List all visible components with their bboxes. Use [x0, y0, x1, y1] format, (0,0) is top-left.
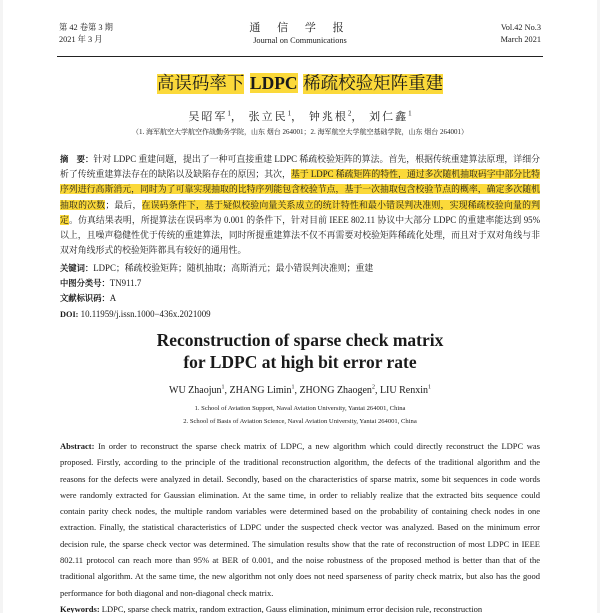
- english-abstract: [60, 438, 540, 613]
- chinese-title: [3, 72, 597, 95]
- keywords-en: Keywords: LDPC, sparse check matrix, random extraction, Gauss elimination, minimum error decision rule, reconstruction: [60, 603, 483, 613]
- abstract-label-cn: 摘 要：: [60, 154, 94, 164]
- author: 张立民$^1$，: [248, 109, 305, 123]
- author: LIU Renxin$^1$: [379, 385, 431, 397]
- journal-name-cn: 通 信 学 报: [249, 22, 351, 34]
- author: 钟兆根$^2$，: [308, 109, 365, 123]
- journal-header: [57, 20, 543, 57]
- chinese-metadata: [60, 261, 373, 322]
- classification-number: 中图分类号：TN911.7: [60, 278, 142, 289]
- header-center: [57, 22, 543, 47]
- paper-page: [3, 0, 597, 613]
- author: 吴昭军$^1$，: [188, 109, 244, 123]
- date-en: March 2021: [500, 35, 541, 44]
- english-authors: [3, 385, 597, 396]
- title-highlight-3: 稀疏校验矩阵重建: [303, 74, 444, 94]
- doi: DOI: 10.11959/j.issn.1000−436x.2021009: [60, 308, 211, 319]
- abstract-body-en: Abstract: In order to reconstruct the sparse check matrix of LDPC, a new algorithm which could directly reconstruct the LDPC was proposed. Firstly, according to the principle of the traditional reconstruction algorithm, the defects of the traditional algorithm and the reasons for the defects were analyzed in detail. Secondly, based on the characteristics of sparse matrix, some bit sequences in code words were randomly extracted for Gaussian elimination. At the same time, in order to reliably realize that the extracted bits sequence could contain parity check nodes, the multiple random variables were determined based on the probability of containing check nodes in one extraction. Finally, the statistical characteristics of LDPC under the suspected check vector was analyzed. Based on the minimum error decision rule, the sparse check vector was determined. The simulation results show that the rate of reconstruction of most LDPC in IEEE 802.11 protocol can reach more than 95% at BER of 0.001, and the noise robustness of the proposed method is better than that of the traditional algorithm. At the same time, the new algorithm not only does not need sparseness of parity check matrix, but also has the good performance for both diagonal and non-diagonal check matrix.: [60, 441, 540, 598]
- english-affiliation-2: 2. School of Basis of Aviation Science, Naval Aviation University, Yantai 264001, China: [183, 418, 417, 425]
- title-highlight-1: 高误码率下: [156, 74, 245, 94]
- chinese-affiliation: （1. 海军航空大学航空作战勤务学院，山东 烟台 264001；2. 海军航空大学航空基础学院，山东 烟台 264001）: [132, 128, 468, 136]
- chinese-authors: [3, 108, 597, 124]
- keywords-cn: 关键词：LDPC；稀疏校验矩阵；随机抽取；高斯消元；最小错误判决准则；重建: [60, 263, 374, 273]
- author: WU Zhaojun$^1$,: [169, 385, 230, 397]
- title-highlight-2: LDPC: [249, 73, 298, 93]
- highlight: 基于 LDPC 稀疏矩阵的特性，通过多次随机抽取码字中部分比特序列进行高斯消元，同时为了可靠实现抽取的比特序列能包含校验节点，基于一次抽取包含校验节点的概率，确定多次随机抽取的次数: [60, 169, 541, 210]
- highlight: 在误码条件下，基于疑似校验向量关系成立的统计特性和最小错误判决准则，实现稀疏校验向量的判定: [60, 199, 541, 225]
- volume-issue-cn: 第 42 卷第 3 期: [59, 23, 113, 32]
- journal-name-en: Journal on Communications: [253, 36, 347, 45]
- author: ZHONG Zhaogen$^2$,: [299, 385, 380, 397]
- author: 刘仁鑫$^1$: [369, 109, 412, 123]
- english-title: Reconstruction of sparse check matrix for LDPC at high bit error rate: [156, 330, 444, 372]
- volume-issue-en: Vol.42 No.3: [500, 23, 541, 32]
- chinese-abstract: 摘 要：针对 LDPC 重建问题，提出了一种可直接重建 LDPC 稀疏校验矩阵的算法。首先，根据传统重建算法原理，详细分析了传统重建算法存在的缺陷以及缺陷存在的原因；其次，基于 LDPC 稀疏矩阵的特性，通过多次随机抽取码字中部分比特序列进行高斯消元，同时为了可靠实现抽取的比特序列能包含校验节点，基于一次抽取包含校验节点的概率，确定多次随机抽取的次数；最后，在误码条件下，基于疑似校验向量关系成立的统计特性和最小错误判决准则，实现稀疏校验向量的判定。仿真结果表明，所提算法在误码率为 0.001 的条件下，针对目前 IEEE 802.11 协议中大部分 LDPC 的重建率能达到 95%以上，且噪声稳健性优于传统的重建算法，同时所提重建算法不仅不再需要对校验矩阵稀疏化处理，而且对于双对角线与非双对角线形式的校验矩阵都具有较好的通用性。: [60, 154, 541, 256]
- english-affiliation-1: 1. School of Aviation Support, Naval Aviation University, Yantai 264001, China: [194, 405, 406, 412]
- author: ZHANG Limin$^1$,: [229, 385, 300, 397]
- document-code: 文献标识码：A: [60, 293, 117, 304]
- header-right: [501, 22, 541, 46]
- date-cn: 2021 年 3 月: [59, 35, 103, 44]
